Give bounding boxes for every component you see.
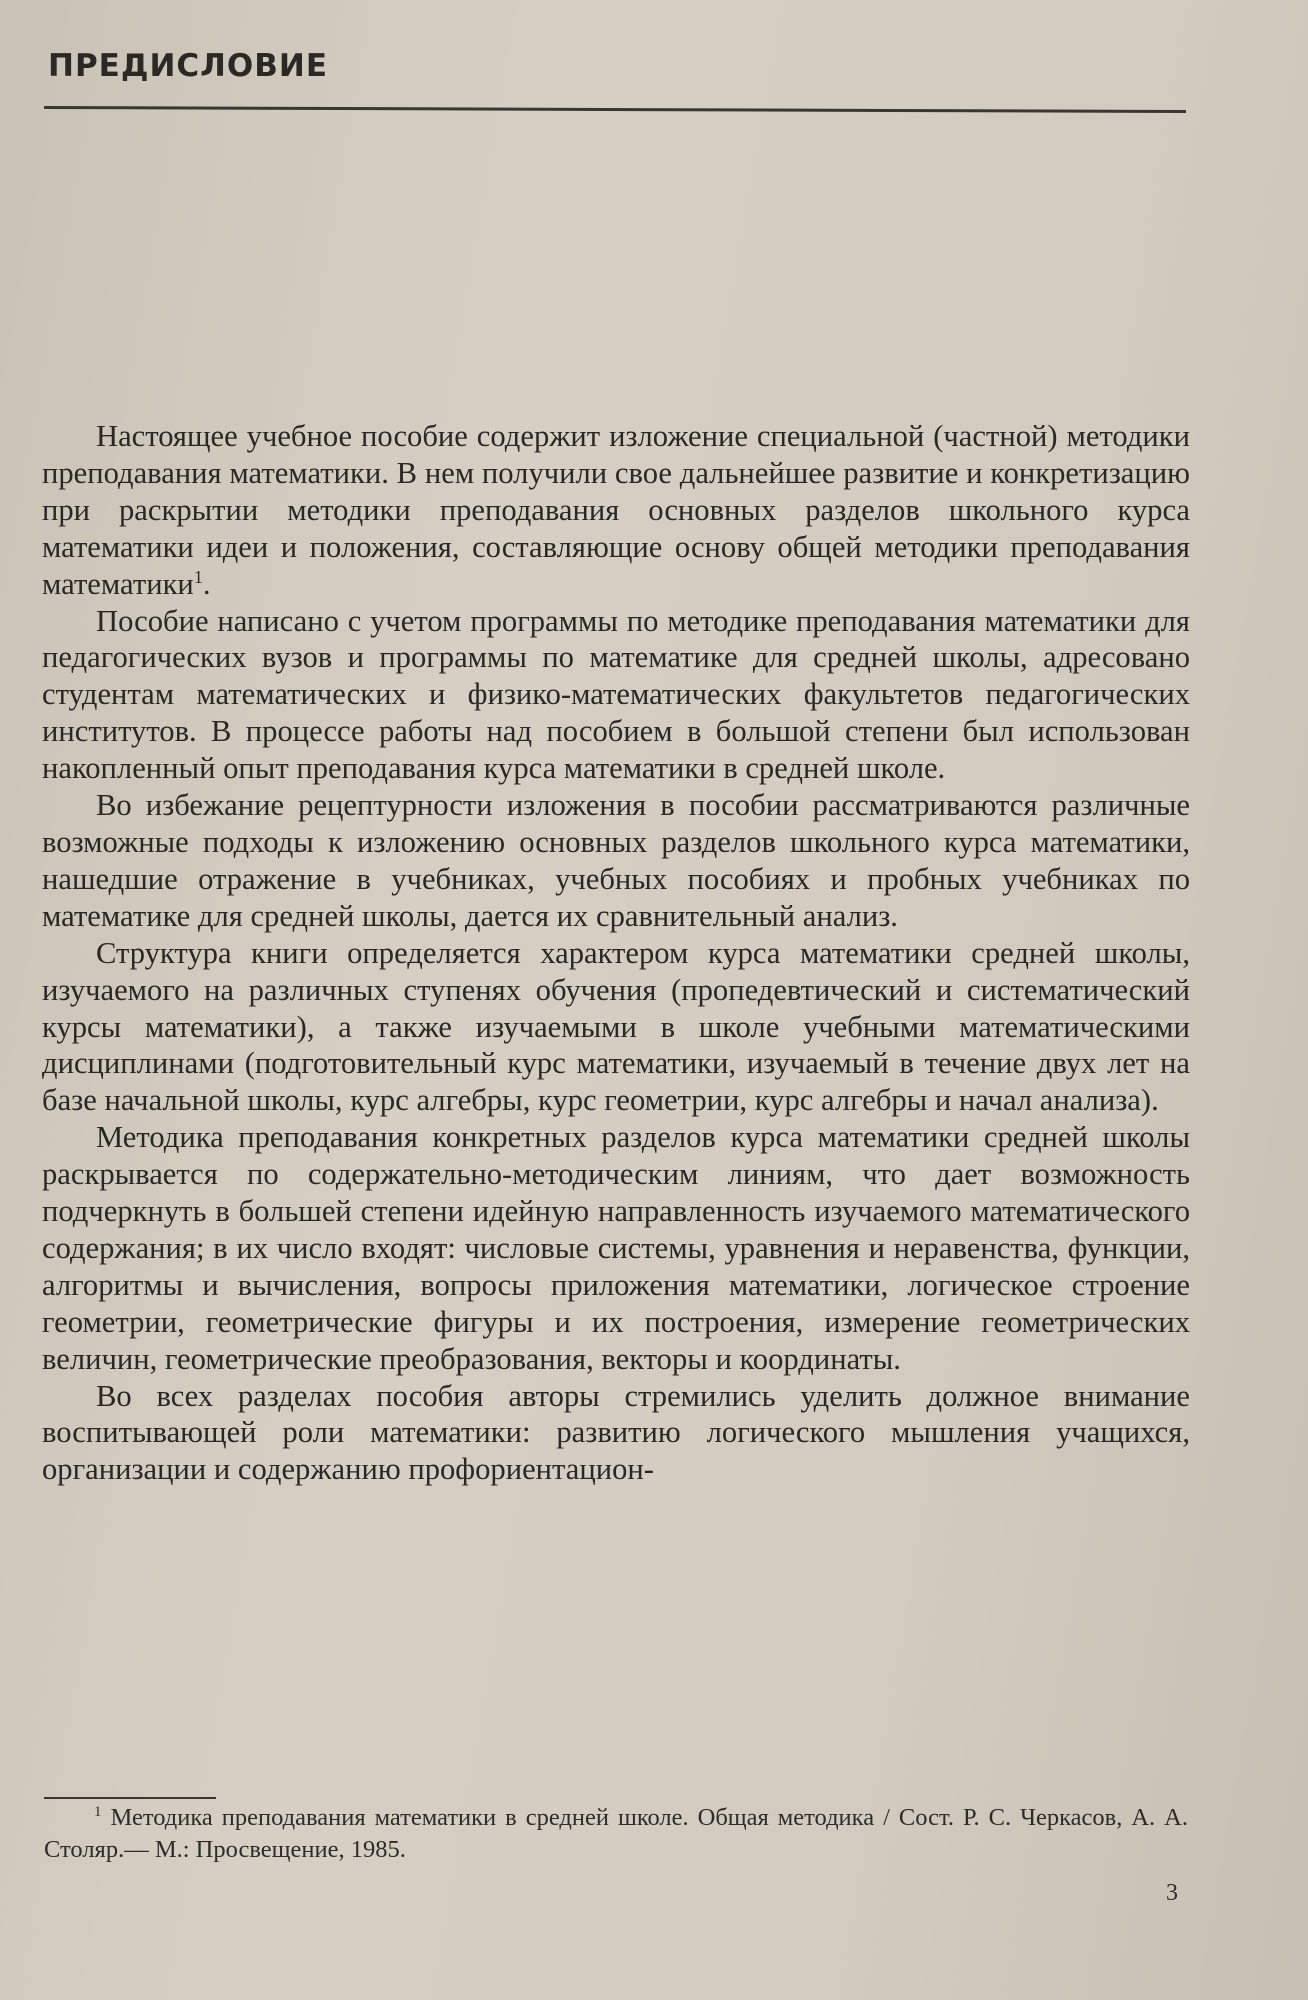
paragraph-1 bbox=[42, 418, 1190, 603]
body-text bbox=[42, 418, 1190, 1488]
footnote-rule bbox=[44, 1797, 216, 1799]
paragraph-6: Во всех разделах пособия авторы стремились уделить должное внимание воспитывающей роли математики: развитию логического мышления учащихся, организации и содержанию профориентацион- bbox=[42, 1378, 1190, 1487]
paragraph-5: Методика преподавания конкретных разделов курса математики средней школы раскрывается по содержательно-методическим линиям, что дает возможность подчеркнуть в большей степени идейную направленность изучаемого математического содержания; в их число входят: числовые системы, уравнения и неравенства, функции, алгоритмы и вычисления, вопросы приложения математики, логическое строение геометрии, геометрические фигуры и их построения, измерение геометрических величин, геометрические преобразования, векторы и координаты. bbox=[42, 1120, 1190, 1376]
footnote-text: Методика преподавания математики в средней школе. Общая методика / Сост. Р. С. Черкасов, А. А. Столяр.— М.: Просвещение, 1985. bbox=[44, 1804, 1188, 1863]
paragraph-3: Во избежание рецептурности изложения в пособии рассматриваются различные возможные подходы к изложению основных разделов школьного курса математики, нашедшие отражение в учебниках, учебных пособиях и пробных учебниках по математике для средней школы, дается их сравнительный анализ. bbox=[42, 788, 1190, 933]
footnote-marker: 1 bbox=[94, 1803, 102, 1820]
paragraph-1-text: Настоящее учебное пособие содержит изложение специальной (частной) методики преподавания математики. В нем получили свое дальнейшее развитие и конкретизацию при раскрытии методики преподавания основных разделов школьного курса математики идеи и положения, составляющие основу общей методики преподавания математики bbox=[42, 419, 1190, 601]
paragraph-2: Пособие написано с учетом программы по методике преподавания математики для педагогических вузов и программы по математике для средней школы, адресовано студентам математических и физико-математических факультетов педагогических институтов. В процессе работы над пособием в большой степени был использован накопленный опыт преподавания курса математики в средней школе. bbox=[42, 603, 1190, 786]
footnote-ref: 1 bbox=[193, 566, 203, 587]
paragraph-1-end: . bbox=[202, 566, 211, 601]
page-title: ПРЕДИСЛОВИЕ bbox=[48, 48, 328, 84]
footnote bbox=[44, 1802, 1188, 1866]
title-rule bbox=[44, 106, 1186, 113]
page-number: 3 bbox=[1166, 1880, 1178, 1906]
paragraph-4: Структура книги определяется характером курса математики средней школы, изучаемого на различных ступенях обучения (пропедевтический и систематический курсы математики), а также изучаемыми в школе учебными математическими дисциплинами (подготовительный курс математики, изучаемый в течение двух лет на базе начальной школы, курс алгебры, курс геометрии, курс алгебры и начал анализа). bbox=[42, 935, 1190, 1118]
